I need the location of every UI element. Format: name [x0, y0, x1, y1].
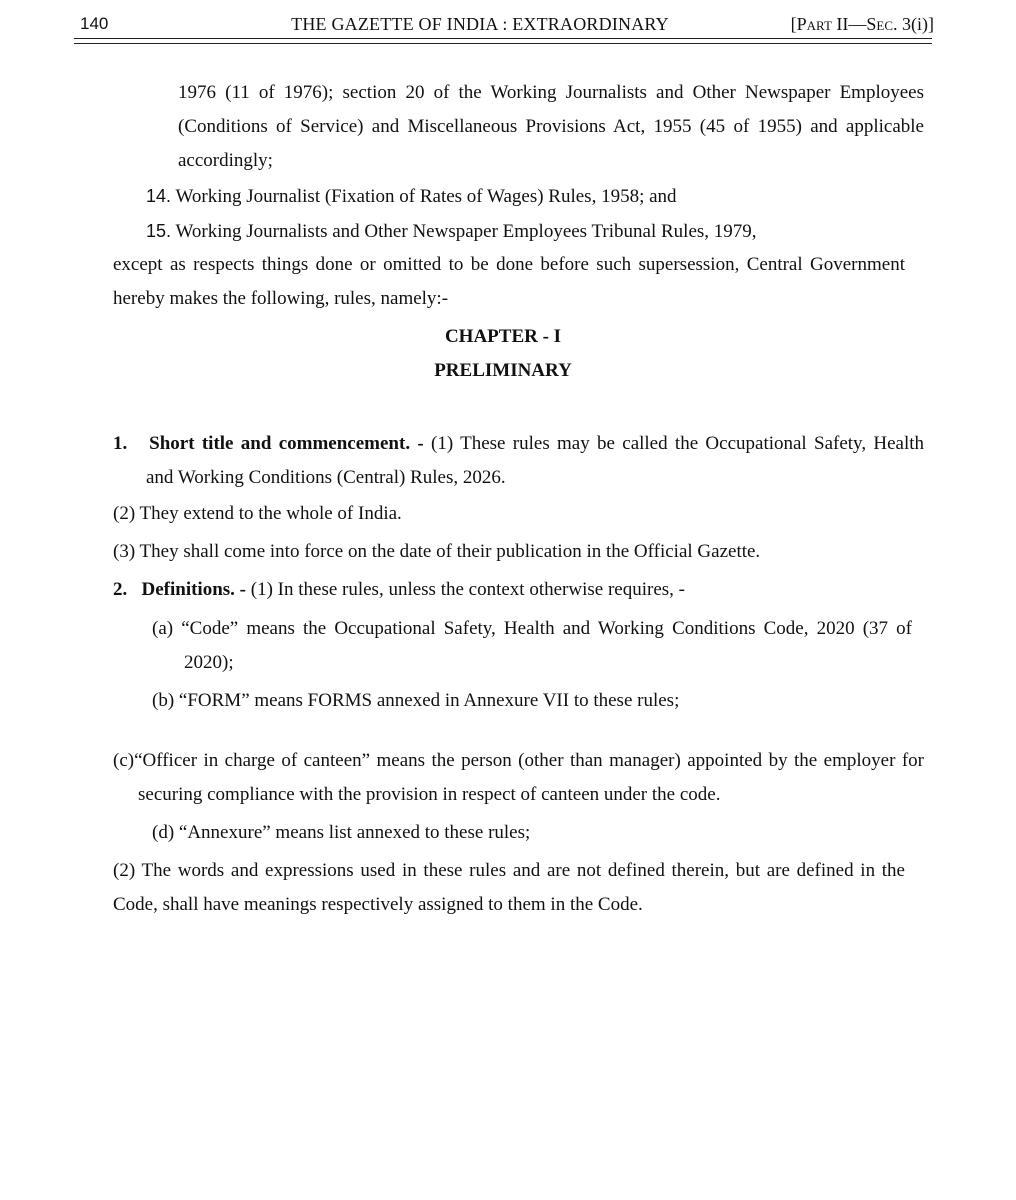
part-close: . 3(i)] — [893, 14, 934, 34]
except-clause-line-1: except as respects things done or omitted to be done before such supersession, Central Government — [113, 254, 905, 275]
list-item-14 — [146, 184, 677, 209]
rule-2-number: 2. — [113, 579, 128, 600]
part-open: [ — [790, 14, 797, 34]
sec-word: Sec — [866, 14, 894, 34]
definition-a-line-1: (a) “Code” means the Occupational Safety, Health and Working Conditions Code, 2020 (37 of — [152, 618, 912, 639]
definition-a-line-2: 2020); — [184, 652, 234, 673]
rule-1-title: Short title and commencement. - — [149, 433, 424, 454]
except-clause-line-2: hereby makes the following, rules, namely:- — [113, 288, 449, 309]
rule-1-sub-2: (2) They extend to the whole of India. — [113, 503, 402, 524]
part-section-label — [791, 14, 934, 34]
list-number-15: 15. — [146, 221, 172, 241]
rule-2-sub-2-line-1: (2) The words and expressions used in these rules and are not defined therein, but are defined in the — [113, 860, 905, 881]
list-number-14: 14. — [146, 186, 172, 206]
rule-2-intro: (1) In these rules, unless the context otherwise requires, - — [246, 579, 685, 600]
definition-b: (b) “FORM” means FORMS annexed in Annexure VII to these rules; — [152, 690, 680, 711]
page-number: 140 — [80, 14, 109, 33]
rule-1-sub-1-text: (1) These rules may be called the Occupational Safety, Health — [423, 433, 925, 454]
rule-2-line-1 — [113, 578, 685, 602]
definition-c-line-2: securing compliance with the provision in respect of canteen under the code. — [138, 784, 721, 805]
definition-c-line-1: (c)“Officer in charge of canteen” means the person (other than manager) appointed by the employer for — [113, 750, 924, 771]
list-text-15: Working Journalists and Other Newspaper Employees Tribunal Rules, 1979, — [175, 221, 757, 242]
header-rule-thick — [74, 38, 932, 39]
rule-1-line-2: and Working Conditions (Central) Rules, 2026. — [146, 467, 506, 488]
part-mid: II— — [831, 14, 867, 34]
rule-1-number: 1. — [113, 433, 128, 454]
supersession-continuation-line-2: (Conditions of Service) and Miscellaneous Provisions Act, 1955 (45 of 1955) and applicable — [178, 116, 924, 137]
part-word: Part — [796, 14, 832, 34]
chapter-subheading: PRELIMINARY — [434, 360, 572, 381]
list-text-14: Working Journalist (Fixation of Rates of Wages) Rules, 1958; and — [175, 186, 677, 207]
definition-d: (d) “Annexure” means list annexed to these rules; — [152, 822, 531, 843]
gazette-title: THE GAZETTE OF INDIA : EXTRAORDINARY — [291, 14, 669, 34]
supersession-continuation-line-1: 1976 (11 of 1976); section 20 of the Working Journalists and Other Newspaper Employees — [178, 82, 924, 103]
rule-2-title: Definitions. - — [141, 579, 246, 600]
header-rule-thin — [74, 43, 932, 44]
supersession-continuation-line-3: accordingly; — [178, 150, 273, 171]
rule-1-line-1 — [113, 432, 924, 456]
list-item-15 — [146, 219, 757, 244]
rule-1-sub-3: (3) They shall come into force on the date of their publication in the Official Gazette. — [113, 541, 761, 562]
rule-2-sub-2-line-2: Code, shall have meanings respectively assigned to them in the Code. — [113, 894, 643, 915]
chapter-heading: CHAPTER - I — [444, 326, 562, 347]
